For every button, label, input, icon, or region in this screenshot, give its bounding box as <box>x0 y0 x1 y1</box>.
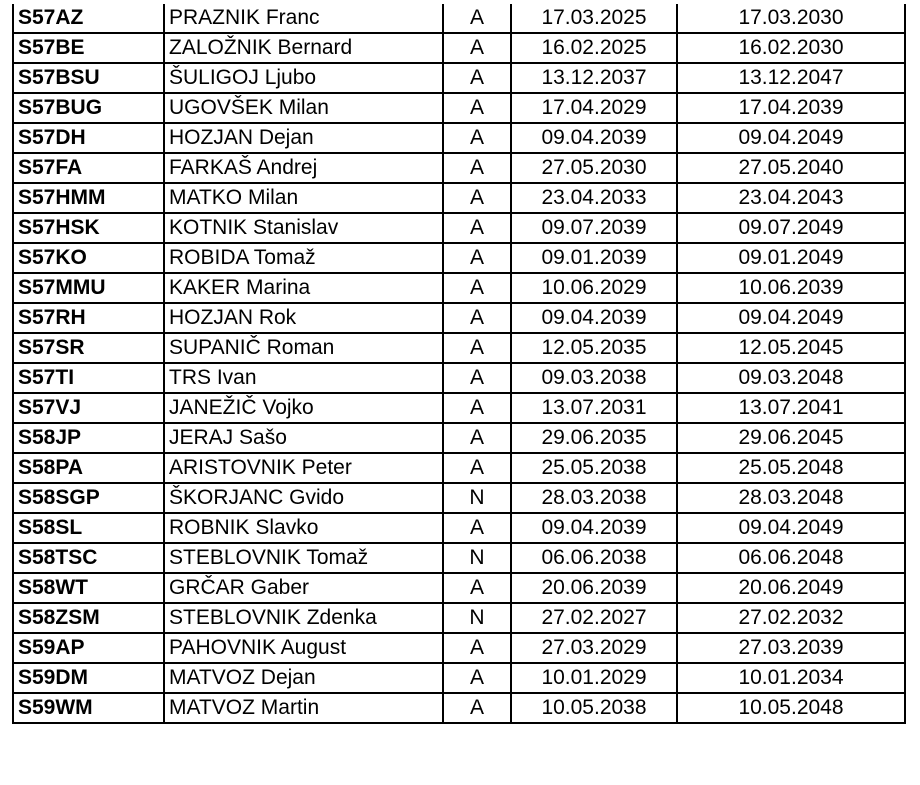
callsign-cell: S57BSU <box>13 63 164 93</box>
operator-name-cell: HOZJAN Dejan <box>164 123 443 153</box>
callsign-cell: S57BE <box>13 33 164 63</box>
callsign-cell: S58WT <box>13 573 164 603</box>
callsign-cell: S57RH <box>13 303 164 333</box>
license-class-cell: A <box>443 93 511 123</box>
license-class-cell: A <box>443 4 511 33</box>
table-row <box>13 243 905 273</box>
callsign-cell: S58SGP <box>13 483 164 513</box>
table-row <box>13 153 905 183</box>
license-class-cell: A <box>443 63 511 93</box>
expiry-date-cell: 27.03.2039 <box>677 633 905 663</box>
license-class-cell: A <box>443 633 511 663</box>
operator-name-cell: PAHOVNIK August <box>164 633 443 663</box>
issued-date-cell: 09.07.2039 <box>511 213 677 243</box>
issued-date-cell: 23.04.2033 <box>511 183 677 213</box>
operator-name-cell: ROBNIK Slavko <box>164 513 443 543</box>
issued-date-cell: 10.06.2029 <box>511 273 677 303</box>
expiry-date-cell: 17.04.2039 <box>677 93 905 123</box>
license-class-cell: A <box>443 303 511 333</box>
license-table-body <box>13 4 905 723</box>
table-row <box>13 483 905 513</box>
callsign-cell: S57HMM <box>13 183 164 213</box>
table-row <box>13 213 905 243</box>
expiry-date-cell: 16.02.2030 <box>677 33 905 63</box>
expiry-date-cell: 09.04.2049 <box>677 123 905 153</box>
table-row <box>13 543 905 573</box>
expiry-date-cell: 27.02.2032 <box>677 603 905 633</box>
operator-name-cell: FARKAŠ Andrej <box>164 153 443 183</box>
license-class-cell: A <box>443 573 511 603</box>
table-row <box>13 513 905 543</box>
table-row <box>13 93 905 123</box>
expiry-date-cell: 10.01.2034 <box>677 663 905 693</box>
callsign-cell: S58PA <box>13 453 164 483</box>
table-row <box>13 393 905 423</box>
table-row <box>13 423 905 453</box>
callsign-cell: S59WM <box>13 693 164 723</box>
operator-name-cell: MATVOZ Dejan <box>164 663 443 693</box>
issued-date-cell: 10.01.2029 <box>511 663 677 693</box>
table-row <box>13 663 905 693</box>
expiry-date-cell: 13.12.2047 <box>677 63 905 93</box>
operator-name-cell: GRČAR Gaber <box>164 573 443 603</box>
callsign-cell: S59AP <box>13 633 164 663</box>
expiry-date-cell: 09.04.2049 <box>677 513 905 543</box>
expiry-date-cell: 09.03.2048 <box>677 363 905 393</box>
license-class-cell: A <box>443 423 511 453</box>
callsign-cell: S57FA <box>13 153 164 183</box>
license-class-cell: A <box>443 333 511 363</box>
expiry-date-cell: 23.04.2043 <box>677 183 905 213</box>
issued-date-cell: 13.12.2037 <box>511 63 677 93</box>
license-class-cell: A <box>443 243 511 273</box>
operator-name-cell: STEBLOVNIK Zdenka <box>164 603 443 633</box>
license-class-cell: A <box>443 183 511 213</box>
license-table <box>12 4 906 724</box>
callsign-cell: S57TI <box>13 363 164 393</box>
issued-date-cell: 09.01.2039 <box>511 243 677 273</box>
operator-name-cell: STEBLOVNIK Tomaž <box>164 543 443 573</box>
expiry-date-cell: 13.07.2041 <box>677 393 905 423</box>
operator-name-cell: KOTNIK Stanislav <box>164 213 443 243</box>
expiry-date-cell: 06.06.2048 <box>677 543 905 573</box>
callsign-cell: S58SL <box>13 513 164 543</box>
table-row <box>13 333 905 363</box>
license-class-cell: A <box>443 363 511 393</box>
table-row <box>13 123 905 153</box>
table-row <box>13 33 905 63</box>
callsign-cell: S57VJ <box>13 393 164 423</box>
issued-date-cell: 09.03.2038 <box>511 363 677 393</box>
license-class-cell: A <box>443 123 511 153</box>
expiry-date-cell: 09.07.2049 <box>677 213 905 243</box>
table-row <box>13 363 905 393</box>
license-class-cell: A <box>443 153 511 183</box>
callsign-cell: S57SR <box>13 333 164 363</box>
license-class-cell: A <box>443 513 511 543</box>
expiry-date-cell: 09.04.2049 <box>677 303 905 333</box>
callsign-cell: S58ZSM <box>13 603 164 633</box>
callsign-cell: S57AZ <box>13 4 164 33</box>
issued-date-cell: 28.03.2038 <box>511 483 677 513</box>
callsign-cell: S59DM <box>13 663 164 693</box>
operator-name-cell: JANEŽIČ Vojko <box>164 393 443 423</box>
expiry-date-cell: 20.06.2049 <box>677 573 905 603</box>
table-row <box>13 633 905 663</box>
expiry-date-cell: 09.01.2049 <box>677 243 905 273</box>
table-row <box>13 603 905 633</box>
license-class-cell: A <box>443 33 511 63</box>
issued-date-cell: 13.07.2031 <box>511 393 677 423</box>
table-row <box>13 273 905 303</box>
expiry-date-cell: 17.03.2030 <box>677 4 905 33</box>
operator-name-cell: MATVOZ Martin <box>164 693 443 723</box>
license-class-cell: N <box>443 543 511 573</box>
issued-date-cell: 06.06.2038 <box>511 543 677 573</box>
issued-date-cell: 09.04.2039 <box>511 123 677 153</box>
issued-date-cell: 29.06.2035 <box>511 423 677 453</box>
issued-date-cell: 09.04.2039 <box>511 303 677 333</box>
table-row <box>13 63 905 93</box>
issued-date-cell: 17.03.2025 <box>511 4 677 33</box>
table-row <box>13 453 905 483</box>
callsign-cell: S58JP <box>13 423 164 453</box>
operator-name-cell: PRAZNIK Franc <box>164 4 443 33</box>
callsign-cell: S57MMU <box>13 273 164 303</box>
callsign-cell: S57HSK <box>13 213 164 243</box>
operator-name-cell: HOZJAN Rok <box>164 303 443 333</box>
table-row <box>13 183 905 213</box>
operator-name-cell: MATKO Milan <box>164 183 443 213</box>
license-class-cell: N <box>443 483 511 513</box>
callsign-cell: S57DH <box>13 123 164 153</box>
license-class-cell: A <box>443 273 511 303</box>
table-row <box>13 4 905 33</box>
callsign-cell: S58TSC <box>13 543 164 573</box>
issued-date-cell: 27.03.2029 <box>511 633 677 663</box>
operator-name-cell: ZALOŽNIK Bernard <box>164 33 443 63</box>
operator-name-cell: KAKER Marina <box>164 273 443 303</box>
expiry-date-cell: 29.06.2045 <box>677 423 905 453</box>
table-row <box>13 693 905 723</box>
expiry-date-cell: 10.06.2039 <box>677 273 905 303</box>
issued-date-cell: 20.06.2039 <box>511 573 677 603</box>
issued-date-cell: 12.05.2035 <box>511 333 677 363</box>
operator-name-cell: TRS Ivan <box>164 363 443 393</box>
issued-date-cell: 17.04.2029 <box>511 93 677 123</box>
expiry-date-cell: 25.05.2048 <box>677 453 905 483</box>
issued-date-cell: 09.04.2039 <box>511 513 677 543</box>
license-class-cell: A <box>443 453 511 483</box>
license-class-cell: A <box>443 393 511 423</box>
issued-date-cell: 16.02.2025 <box>511 33 677 63</box>
license-class-cell: A <box>443 663 511 693</box>
expiry-date-cell: 28.03.2048 <box>677 483 905 513</box>
issued-date-cell: 27.05.2030 <box>511 153 677 183</box>
operator-name-cell: JERAJ Sašo <box>164 423 443 453</box>
operator-name-cell: ŠULIGOJ Ljubo <box>164 63 443 93</box>
operator-name-cell: ROBIDA Tomaž <box>164 243 443 273</box>
table-row <box>13 573 905 603</box>
operator-name-cell: ŠKORJANC Gvido <box>164 483 443 513</box>
operator-name-cell: SUPANIČ Roman <box>164 333 443 363</box>
issued-date-cell: 25.05.2038 <box>511 453 677 483</box>
expiry-date-cell: 12.05.2045 <box>677 333 905 363</box>
operator-name-cell: ARISTOVNIK Peter <box>164 453 443 483</box>
license-class-cell: A <box>443 693 511 723</box>
license-class-cell: A <box>443 213 511 243</box>
table-row <box>13 303 905 333</box>
expiry-date-cell: 10.05.2048 <box>677 693 905 723</box>
issued-date-cell: 10.05.2038 <box>511 693 677 723</box>
callsign-cell: S57KO <box>13 243 164 273</box>
issued-date-cell: 27.02.2027 <box>511 603 677 633</box>
license-class-cell: N <box>443 603 511 633</box>
callsign-cell: S57BUG <box>13 93 164 123</box>
expiry-date-cell: 27.05.2040 <box>677 153 905 183</box>
operator-name-cell: UGOVŠEK Milan <box>164 93 443 123</box>
